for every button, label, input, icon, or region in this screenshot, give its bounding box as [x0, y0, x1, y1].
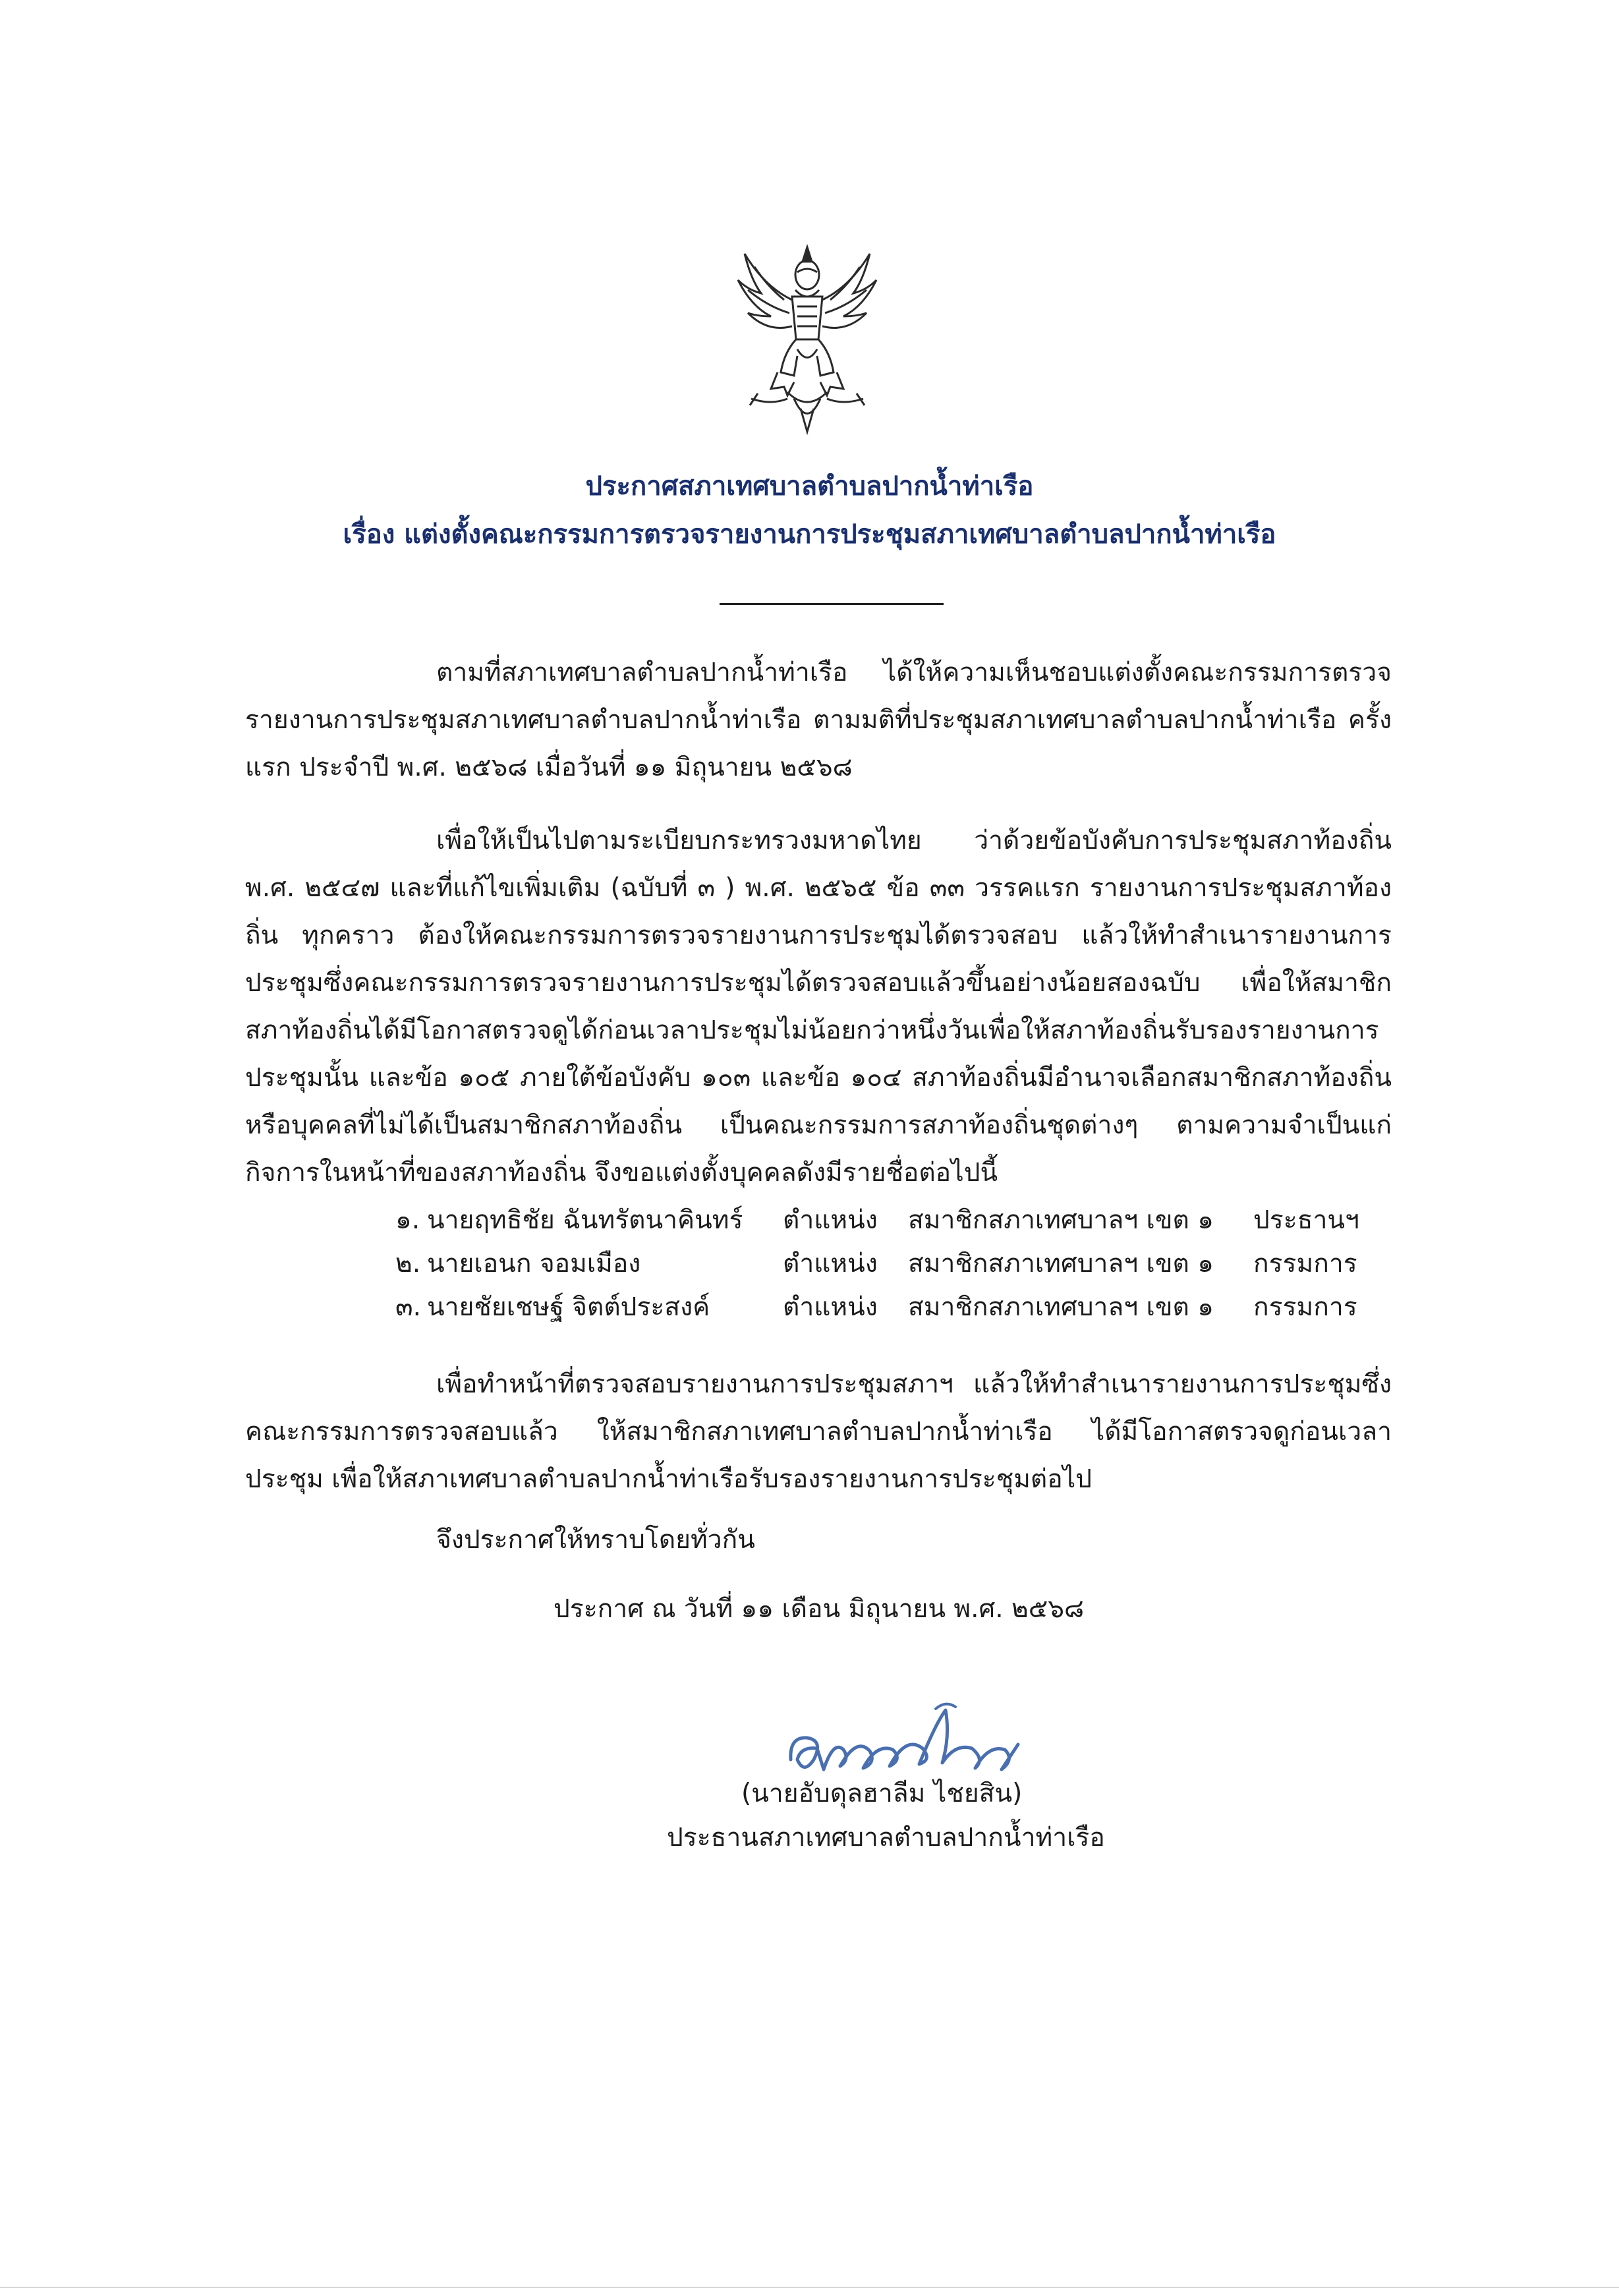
- member-number: ๒.: [395, 1249, 421, 1278]
- member-name: นายเอนก จอมเมือง: [427, 1249, 641, 1278]
- title-divider: [720, 603, 944, 605]
- member-name: นายชัยเชษฐ์ จิตต์ประสงค์: [427, 1292, 710, 1322]
- member-position: สมาชิกสภาเทศบาลฯ เขต ๑: [908, 1249, 1214, 1278]
- announcement-subject: เรื่อง แต่งตั้งคณะกรรมการตรวจรายงานการประชุมสภาเทศบาลตำบลปากน้ำท่าเรือ: [343, 519, 1276, 550]
- member-role: กรรมการ: [1253, 1249, 1357, 1278]
- member-role: กรรมการ: [1253, 1292, 1357, 1322]
- member-number: ๑.: [395, 1205, 420, 1235]
- paragraph-3-text: เพื่อทำหน้าที่ตรวจสอบรายงานการประชุมสภาฯ แล้วให้ทำสำเนารายงานการประชุมซึ่งคณะกรรมการตรวจสอบแล้ว ให้สมาชิกสภาเทศบาลตำบลปากน้ำท่าเรือ ได้มีโอกาสตรวจดูก่อนเวลาประชุม เพื่อให้สภาเทศบาลตำบลปากน้ำท่าเรือรับรองรายงานการประชุมต่อไป: [245, 1369, 1392, 1494]
- announce-line: จึงประกาศให้ทราบโดยทั่วกัน: [436, 1525, 755, 1555]
- member-role: ประธานฯ: [1253, 1205, 1359, 1235]
- announcement-title: ประกาศสภาเทศบาลตำบลปากน้ำท่าเรือ: [585, 471, 1034, 502]
- member-position-label: ตำแหน่ง: [783, 1205, 878, 1235]
- paragraph-1: [245, 649, 1392, 791]
- paragraph-2: [245, 817, 1392, 1197]
- scan-edge: [0, 2287, 1619, 2288]
- member-name: นายฤทธิชัย ฉันทรัตนาคินทร์: [427, 1205, 743, 1235]
- member-position: สมาชิกสภาเทศบาลฯ เขต ๑: [908, 1292, 1214, 1322]
- member-position-label: ตำแหน่ง: [783, 1292, 878, 1322]
- member-position-label: ตำแหน่ง: [783, 1249, 878, 1278]
- announce-date: ประกาศ ณ วันที่ ๑๑ เดือน มิถุนายน พ.ศ. ๒๕๖๘: [554, 1594, 1085, 1624]
- member-position: สมาชิกสภาเทศบาลฯ เขต ๑: [908, 1205, 1214, 1235]
- member-number: ๓.: [395, 1292, 422, 1322]
- paragraph-3: [245, 1361, 1392, 1503]
- paragraph-1-text: ตามที่สภาเทศบาลตำบลปากน้ำท่าเรือ ได้ให้ความเห็นชอบแต่งตั้งคณะกรรมการตรวจรายงานการประชุมสภาเทศบาลตำบลปากน้ำท่าเรือ ตามมติที่ประชุมสภาเทศบาลตำบลปากน้ำท่าเรือ ครั้งแรก ประจำปี พ.ศ. ๒๕๖๘ เมื่อวันที่ ๑๑ มิถุนายน ๒๕๖๘: [245, 658, 1392, 782]
- garuda-emblem-icon: [731, 241, 883, 438]
- paragraph-2-text: เพื่อให้เป็นไปตามระเบียบกระทรวงมหาดไทย ว่าด้วยข้อบังคับการประชุมสภาท้องถิ่น พ.ศ. ๒๕๔๗ และที่แก้ไขเพิ่มเติม (ฉบับที่ ๓ ) พ.ศ. ๒๕๖๕ ข้อ ๓๓ วรรคแรก รายงานการประชุมสภาท้องถิ่น ทุกคราว ต้องให้คณะกรรมการตรวจรายงานการประชุมได้ตรวจสอบ แล้วให้ทำสำเนารายงานการประชุมซึ่งคณะกรรมการตรวจรายงานการประชุมได้ตรวจสอบแล้วขึ้นอย่างน้อยสองฉบับ เพื่อให้สมาชิกสภาท้องถิ่นได้มีโอกาสตรวจดูได้ก่อนเวลาประชุมไม่น้อยกว่าหนึ่งวันเพื่อให้สภาท้องถิ่นรับรองรายงานการประชุมนั้น และข้อ ๑๐๕ ภายใต้ข้อบังคับ ๑๐๓ และข้อ ๑๐๔ สภาท้องถิ่นมีอำนาจเลือกสมาชิกสภาท้องถิ่นหรือบุคคลที่ไม่ได้เป็นสมาชิกสภาท้องถิ่น เป็นคณะกรรมการสภาท้องถิ่นชุดต่างๆ ตามความจำเป็นแก่กิจการในหน้าที่ของสภาท้องถิ่น จึงขอแต่งตั้งบุคคลดังมีรายชื่อต่อไปนี้: [245, 826, 1392, 1188]
- signatory-title: ประธานสภาเทศบาลตำบลปากน้ำท่าเรือ: [667, 1823, 1105, 1852]
- signatory-name: (นายอับดุลฮาลีม ไชยสิน): [741, 1779, 1023, 1808]
